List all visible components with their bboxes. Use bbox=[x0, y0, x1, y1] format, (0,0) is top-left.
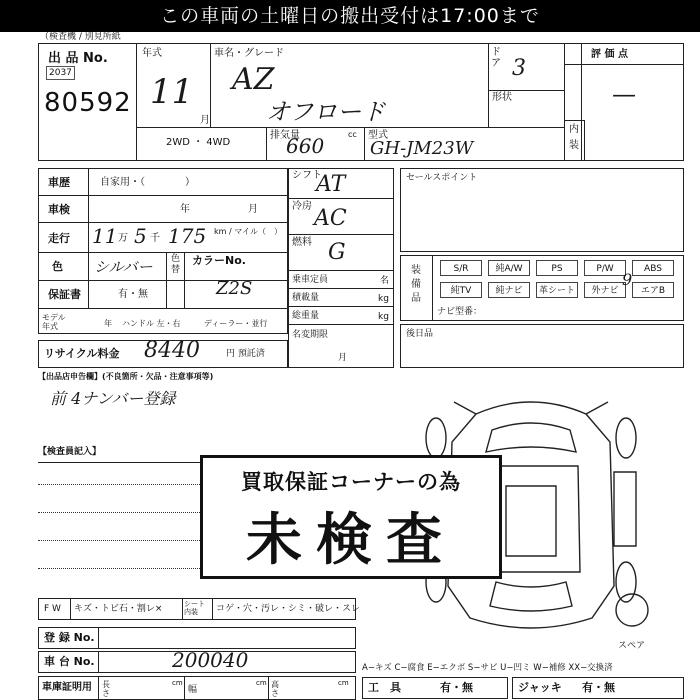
lot-number: 80592 bbox=[44, 88, 132, 118]
cert-length-unit: cm bbox=[172, 679, 183, 687]
model-year-dealer: ディーラー・並行 bbox=[204, 319, 268, 328]
damage-legend: A−キズ C−腐食 E−エクボ S−サビ U−凹ミ W−補修 XX−交換済 bbox=[362, 663, 613, 673]
registration-label: 登 録 No. bbox=[44, 631, 95, 644]
arrival-label: 後日品 bbox=[406, 329, 434, 339]
inspection-year: 年 bbox=[180, 204, 190, 215]
banner: この車両の土曜日の搬出受付は17:00まで bbox=[0, 0, 700, 32]
model-year-handle: ハンドル 左・右 bbox=[122, 319, 181, 328]
top-note: （検査機 / 別見所紙 bbox=[40, 32, 121, 42]
mileage-man: 11 bbox=[92, 224, 118, 248]
navi-model-label: ナビ型番： bbox=[437, 307, 483, 317]
fuel-label: 燃料 bbox=[292, 237, 312, 248]
seat-text: コゲ・穴・汚レ・シミ・破レ・スレ bbox=[216, 604, 361, 614]
mileage-label: 走行 bbox=[48, 232, 70, 245]
cert-height: 高さ bbox=[271, 680, 279, 698]
recycle-label: リサイクル料金 bbox=[44, 347, 120, 360]
name-change-label: 名変期限 bbox=[292, 330, 329, 340]
year-month-unit: 月 bbox=[200, 115, 210, 126]
history-label: 車歴 bbox=[48, 176, 70, 189]
score-label: 評 価 点 bbox=[591, 49, 628, 60]
inspector-notes-label: 【検査員記入】 bbox=[38, 447, 102, 457]
capacity-label: 乗車定員 bbox=[292, 275, 329, 285]
displacement-unit: cc bbox=[348, 130, 357, 139]
model-year-label: モデル年式 bbox=[42, 313, 66, 331]
color-change-label: 色替 bbox=[171, 254, 181, 275]
jack-options: 有・無 bbox=[582, 681, 615, 694]
fw-label: F W bbox=[44, 604, 61, 614]
inspection-month: 月 bbox=[248, 204, 258, 215]
ac-label: 冷房 bbox=[292, 201, 312, 212]
color-code-value: Z2S bbox=[216, 278, 253, 299]
interior-label-1: 内 bbox=[569, 124, 579, 135]
equipment-label: 装備品 bbox=[411, 265, 421, 304]
equipment-row2-item: 純TV bbox=[440, 282, 482, 298]
lot-label: 出 品 No. bbox=[48, 51, 108, 66]
drive-label: 2WD ・ 4WD bbox=[166, 137, 231, 148]
exhibitor-notes-label: 【出品店申告欄】(不良箇所・欠品・注意事項等) bbox=[38, 372, 214, 381]
equipment-row2-item: エアB bbox=[632, 282, 674, 298]
year-value: 11 bbox=[150, 72, 194, 112]
stamp-line-1: 買取保証コーナーの為 bbox=[241, 470, 461, 494]
name-make: AZ bbox=[232, 62, 275, 97]
equipment-row1-item: PS bbox=[536, 260, 578, 276]
tools-options: 有・無 bbox=[440, 681, 473, 694]
cert-label: 車庫証明用 bbox=[42, 682, 92, 693]
doors-value: 3 bbox=[512, 56, 526, 81]
load-unit: kg bbox=[378, 294, 389, 304]
chassis-value: 200040 bbox=[172, 648, 249, 672]
weight-unit: kg bbox=[378, 312, 389, 322]
equipment-row1-item: ABS bbox=[632, 260, 674, 276]
no-inspection-stamp bbox=[200, 455, 502, 579]
name-change-unit: 月 bbox=[338, 353, 348, 363]
warranty-label: 保証書 bbox=[48, 288, 81, 301]
year-label: 年式 bbox=[142, 48, 162, 59]
cert-width-unit: cm bbox=[256, 679, 267, 687]
mileage-sen: 5 bbox=[134, 224, 147, 248]
seat-label: シート内装 bbox=[184, 600, 205, 616]
recycle-unit: 円 預託済 bbox=[226, 349, 265, 359]
fuel-value: G bbox=[328, 240, 346, 265]
sales-point-label: セールスポイント bbox=[406, 173, 478, 183]
recycle-value: 8440 bbox=[144, 338, 200, 363]
exhibitor-notes-value: 前 4ナンバー登録 bbox=[50, 389, 176, 408]
interior-label-2: 装 bbox=[569, 140, 579, 151]
equipment-row1-item: P/W bbox=[584, 260, 626, 276]
color-code-label: カラーNo. bbox=[192, 254, 246, 267]
ac-value: AC bbox=[314, 206, 347, 231]
lot-code: 2037 bbox=[46, 66, 75, 80]
doors-label: ドア bbox=[491, 47, 501, 69]
cert-length: 長さ bbox=[102, 680, 110, 698]
mileage-rest: 175 bbox=[168, 224, 207, 248]
shift-label: シフト bbox=[292, 170, 322, 181]
model-year-year: 年 bbox=[104, 319, 112, 328]
inspection-label: 車検 bbox=[48, 203, 70, 216]
load-label: 積載量 bbox=[292, 293, 320, 303]
equipment-row1-item: 純A/W bbox=[488, 260, 530, 276]
mileage-unit: km / マイル（ ） bbox=[214, 227, 283, 236]
tools-label: 工 具 bbox=[368, 681, 401, 694]
capacity-unit: 名 bbox=[380, 276, 390, 286]
cert-width: 幅 bbox=[188, 685, 198, 695]
shape-label: 形状 bbox=[492, 92, 512, 103]
equipment-row2-item: 革シート bbox=[536, 282, 578, 298]
equipment-row1-item: S/R bbox=[440, 260, 482, 276]
equipment-mark: 9 bbox=[622, 270, 633, 289]
color-label: 色 bbox=[52, 260, 63, 273]
displacement-value: 660 bbox=[286, 134, 325, 158]
weight-label: 総重量 bbox=[292, 311, 320, 321]
equipment-row2-item: 外ナビ bbox=[584, 282, 626, 298]
mileage-sen-unit: 千 bbox=[150, 233, 160, 244]
warranty-options: 有・無 bbox=[118, 289, 148, 300]
displacement-label: 排気量 bbox=[270, 130, 300, 141]
shift-value: AT bbox=[316, 172, 346, 197]
jack-label: ジャッキ bbox=[518, 681, 562, 694]
name-label: 車名・グレード bbox=[214, 48, 284, 59]
vehicle-info-frame bbox=[38, 168, 288, 334]
mileage-man-unit: 万 bbox=[118, 233, 128, 244]
cert-height-unit: cm bbox=[338, 679, 349, 687]
model-value: GH-JM23W bbox=[370, 138, 474, 159]
history-options: 自家用・（ ） bbox=[100, 177, 195, 188]
stamp-line-2: 未検査 bbox=[246, 508, 456, 573]
equipment-row2-item: 純ナビ bbox=[488, 282, 530, 298]
color-value: シルバー bbox=[94, 258, 153, 276]
spare-label: スペア bbox=[618, 641, 646, 651]
name-grade: オフロード bbox=[266, 98, 386, 126]
fw-text: キズ・トビ石・割レ× bbox=[74, 604, 163, 614]
score-value: — bbox=[612, 80, 636, 108]
arrival-frame bbox=[400, 324, 684, 368]
model-label: 型式 bbox=[368, 130, 388, 141]
chassis-label: 車 台 No. bbox=[44, 655, 95, 668]
